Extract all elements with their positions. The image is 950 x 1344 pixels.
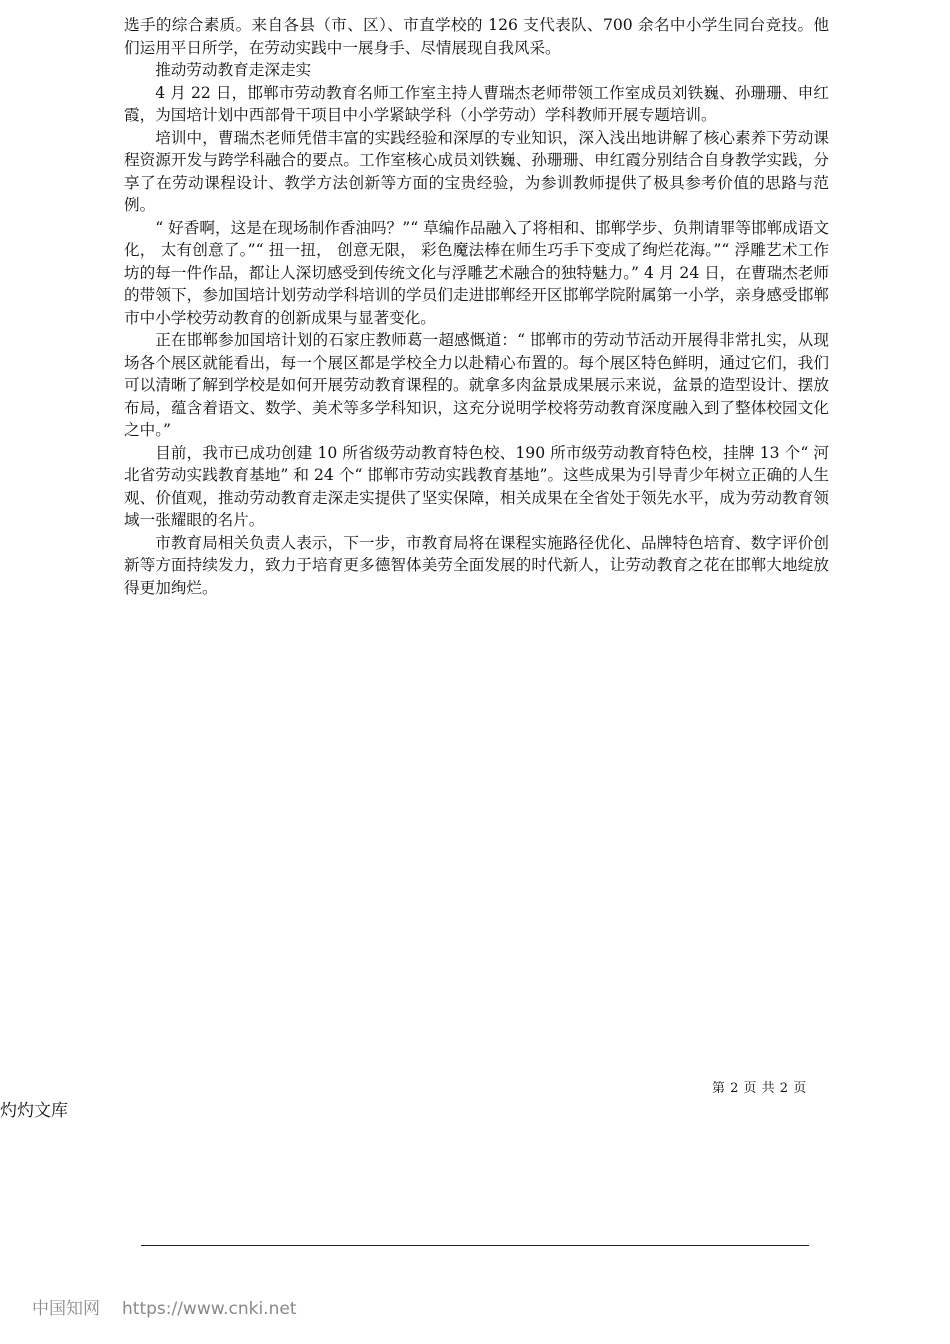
paragraph: 市教育局相关负责人表示，下一步，市教育局将在课程实施路径优化、品牌特色培育、数字评价创新等方面持续发力，致力于培育更多德智体美劳全面发展的时代新人，让劳动教育之花在邯郸大地绽放得更加绚烂。 <box>124 533 829 597</box>
article-body <box>124 14 829 599</box>
paragraph: 4 月 22 日，邯郸市劳动教育名师工作室主持人曹瑞杰老师带领工作室成员刘铁巍、孙珊珊、申红霞，为国培计划中西部骨干项目中小学紧缺学科（小学劳动）学科教师开展专题培训。 <box>124 83 829 124</box>
footer-url[interactable]: https://www.cnki.net <box>122 1299 297 1319</box>
paragraph: 培训中，曹瑞杰老师凭借丰富的实践经验和深厚的专业知识，深入浅出地讲解了核心素养下劳动课程资源开发与跨学科融合的要点。工作室核心成员刘铁巍、孙珊珊、申红霞分别结合自身教学实践，分享了在劳动课程设计、教学方法创新等方面的宝贵经验，为参训教师提供了极具参考价值的思路与范例。 <box>124 128 829 214</box>
paragraph: “ 好香啊，这是在现场制作香油吗？”“ 草编作品融入了将相和、邯郸学步、负荆请罪等邯郸成语文化， 太有创意了。”“ 扭一扭， 创意无限， 彩色魔法棒在师生巧手下变成了绚烂花海。”“ 浮雕艺术工作坊的每一件作品，都让人深切感受到传统文化与浮雕艺术融合的独特魅力。” 4 月 24 日，在曹瑞杰老师的带领下，参加国培计划劳动学科培训的学员们走进邯郸经开区邯郸学院附属第一小学，亲身感受邯郸市中小学校劳动教育的创新成果与显著变化。 <box>124 218 829 327</box>
footer-divider <box>141 1245 809 1246</box>
library-name: 灼灼文库 <box>0 1101 68 1121</box>
page-number: 第 2 页 共 2 页 <box>712 1081 807 1096</box>
footer-site-name: 中国知网 <box>32 1299 100 1319</box>
paragraph: 目前，我市已成功创建 10 所省级劳动教育特色校、190 所市级劳动教育特色校，挂牌 13 个“ 河北省劳动实践教育基地” 和 24 个“ 邯郸市劳动实践教育基地”。这些成果为引导青少年树立正确的人生观、价值观，推动劳动教育走深走实提供了坚实保障，相关成果在全省处于领先水平，成为劳动教育领域一张耀眼的名片。 <box>124 443 829 529</box>
section-heading: 推动劳动教育走深走实 <box>155 61 312 79</box>
paragraph: 正在邯郸参加国培计划的石家庄教师葛一超感慨道：“ 邯郸市的劳动节活动开展得非常扎实，从现场各个展区就能看出，每一个展区都是学校全力以赴精心布置的。每个展区特色鲜明，通过它们，我们可以清晰了解到学校是如何开展劳动教育课程的。就拿多肉盆景成果展示来说，盆景的造型设计、摆放布局，蕴含着语文、数学、美术等多学科知识，这充分说明学校将劳动教育深度融入到了整体校园文化之中。” <box>124 331 829 439</box>
footer <box>32 1294 296 1319</box>
paragraph-continued: 选手的综合素质。来自各县（市、区）、市直学校的 126 支代表队、700 余名中小学生同台竞技。他们运用平日所学，在劳动实践中一展身手、尽情展现自我风采。 <box>124 16 829 57</box>
